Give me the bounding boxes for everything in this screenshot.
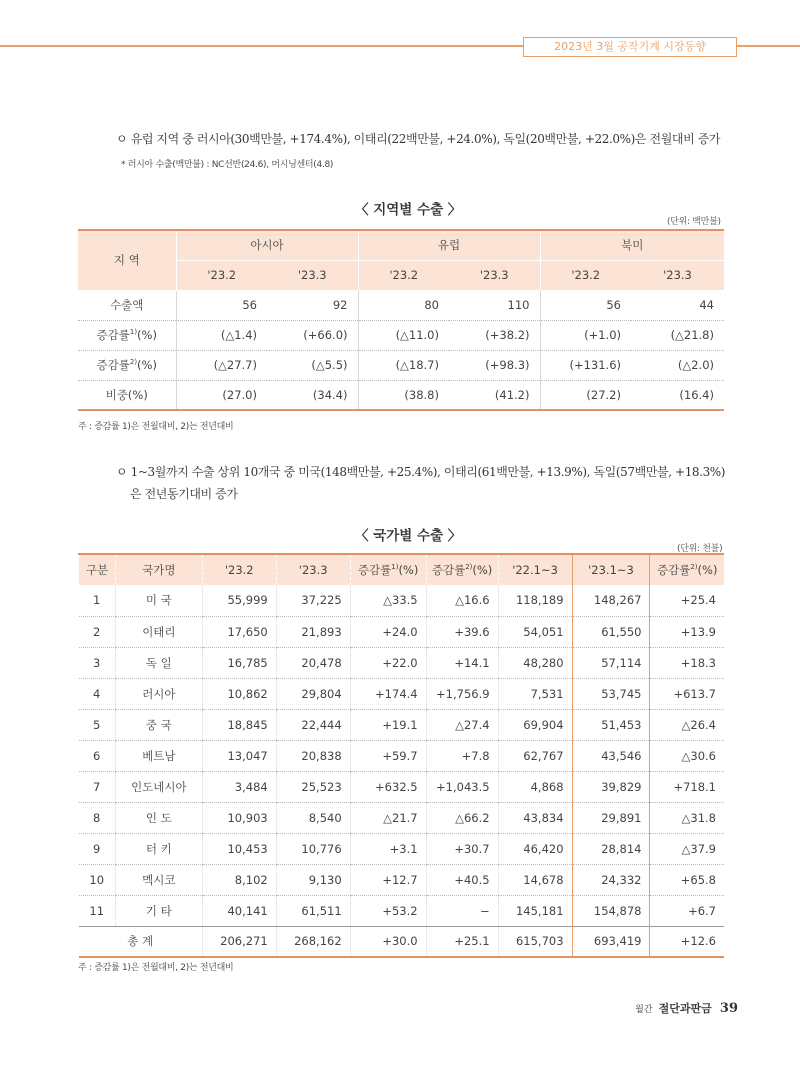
row-label: 비중(%) [105,387,148,402]
country-name: 인도네시아 [115,771,202,802]
table-row [79,833,725,864]
country-export-table [78,553,724,958]
table-cell: 80 [358,290,449,320]
column-header: 증감률$^{2)}$(%) [650,554,724,585]
regional-table-title: 〈 지역별 수출 〉 [355,202,462,218]
table-cell: 92 [267,290,358,320]
table-cell: △26.4 [650,709,724,740]
country-name: 멕시코 [115,864,202,895]
column-header: '22.1~3 [498,554,572,585]
table-cell: 17,650 [202,616,276,647]
table-cell: 24,332 [572,864,650,895]
table-cell: 110 [449,290,540,320]
table-cell: 29,891 [572,802,650,833]
period-header: '23.3 [267,260,358,290]
footer-monthly: 월간 [635,1005,653,1015]
table-cell: (41.2) [494,387,530,402]
period-header: '23.2 [540,260,631,290]
table-cell: +39.6 [426,616,498,647]
table-row [79,895,725,926]
table-cell: 48,280 [498,647,572,678]
page-number: 39 [719,1001,738,1016]
page-footer [635,1000,738,1016]
table-cell: 16,785 [202,647,276,678]
table-cell: (34.4) [312,387,348,402]
table-cell: (+131.6) [540,350,631,380]
table-cell: 154,878 [572,895,650,926]
table-cell: +12.6 [650,926,724,957]
russia-subnote: * 러시아 수출(백만불) : NC선반(24.6), 머시닝센터(4.8) [121,160,334,170]
table-cell: (+1.0) [540,320,631,350]
table-cell: +1,043.5 [426,771,498,802]
table-cell: 14,678 [498,864,572,895]
table-cell: △37.9 [650,833,724,864]
period-header: '23.2 [176,260,267,290]
table-cell: +14.1 [426,647,498,678]
row-number: 8 [79,802,116,833]
table-row [78,290,724,320]
table-cell: (+66.0) [267,320,358,350]
country-name: 베트남 [115,740,202,771]
row-number: 10 [79,864,116,895]
table-row [79,585,725,616]
regional-footnote: 주 : 증감률 1)은 전월대비, 2)는 전년대비 [78,422,234,432]
table-cell: 61,550 [572,616,650,647]
table-cell: 25,523 [276,771,350,802]
table-cell: 40,141 [202,895,276,926]
table-row [79,647,725,678]
table-cell: 37,225 [276,585,350,616]
row-number: 7 [79,771,116,802]
table-row [79,616,725,647]
table-cell: − [426,895,498,926]
table-cell: +12.7 [350,864,426,895]
row-number: 2 [79,616,116,647]
table-cell: △31.8 [650,802,724,833]
period-header: '23.3 [631,260,724,290]
table-cell: (+38.2) [449,320,540,350]
country-name: 기 타 [115,895,202,926]
table-cell: (△1.4) [176,320,267,350]
table-cell: 53,745 [572,678,650,709]
table-cell: 39,829 [572,771,650,802]
table-cell: 29,804 [276,678,350,709]
table-cell: 206,271 [202,926,276,957]
table-cell: △21.7 [350,802,426,833]
table-row [79,802,725,833]
table-row [79,678,725,709]
table-cell: +174.4 [350,678,426,709]
country-name: 중 국 [115,709,202,740]
table-cell: 268,162 [276,926,350,957]
column-header: '23.2 [202,554,276,585]
table-cell: 145,181 [498,895,572,926]
table-cell: (27.0) [176,380,267,410]
row-number: 4 [79,678,116,709]
country-unit: (단위: 천불) [677,544,723,554]
table-cell: 693,419 [572,926,650,957]
table-cell: 148,267 [572,585,650,616]
bullet-icon: ㅇ [116,465,128,479]
table-cell: +24.0 [350,616,426,647]
table-cell: +1,756.9 [426,678,498,709]
table-cell: 8,102 [202,864,276,895]
table-cell: +53.2 [350,895,426,926]
table-cell: △33.5 [350,585,426,616]
table-cell: 43,546 [572,740,650,771]
table-cell: +718.1 [650,771,724,802]
table-row [79,709,725,740]
table-cell: △30.6 [650,740,724,771]
group-europe: 유럽 [358,230,540,260]
table-cell: (38.8) [358,380,449,410]
table-cell: (△5.5) [267,350,358,380]
table-cell: +30.7 [426,833,498,864]
table-cell: 61,511 [276,895,350,926]
table-cell: (△11.0) [358,320,449,350]
country-footnote: 주 : 증감률 1)은 전월대비, 2)는 전년대비 [78,963,234,973]
total-label: 총 계 [79,926,203,957]
table-cell: 51,453 [572,709,650,740]
table-cell: 57,114 [572,647,650,678]
table-row [78,350,724,380]
table-cell: +25.4 [650,585,724,616]
paragraph-top10 [116,461,725,505]
column-header: 구분 [79,554,116,585]
table-cell: 10,453 [202,833,276,864]
regional-unit: (단위: 백만불) [667,217,721,227]
row-number: 3 [79,647,116,678]
table-cell: 20,838 [276,740,350,771]
country-table-title: 〈 국가별 수출 〉 [355,528,462,544]
regional-export-table [78,229,724,411]
country-name: 터 키 [115,833,202,864]
table-cell: (△2.0) [631,350,724,380]
paragraph-text: 유럽 지역 중 러시아(30백만불, +174.4%), 이태리(22백만불, +24.0%), 독일(20백만불, +22.0%)은 전월대비 증가 [130,132,721,146]
table-cell: +18.3 [650,647,724,678]
table-row [78,320,724,350]
row-number: 5 [79,709,116,740]
table-cell: +632.5 [350,771,426,802]
country-name: 러시아 [115,678,202,709]
table-cell: 8,540 [276,802,350,833]
column-header: '23.1~3 [572,554,650,585]
table-cell: 54,051 [498,616,572,647]
table-cell: 13,047 [202,740,276,771]
bullet-icon: ㅇ [116,132,128,146]
table-cell: (27.2) [540,380,631,410]
table-cell: (△27.7) [176,350,267,380]
country-name: 미 국 [115,585,202,616]
paragraph-europe [116,128,720,150]
column-header: 증감률$^{1)}$(%) [350,554,426,585]
table-cell: 4,868 [498,771,572,802]
running-header: 2023년 3월 공작기계 시장동향 [523,37,737,57]
row-number: 9 [79,833,116,864]
table-cell: 9,130 [276,864,350,895]
table-cell: (+98.3) [449,350,540,380]
table-cell: +59.7 [350,740,426,771]
table-cell: 56 [540,290,631,320]
table-cell: 55,999 [202,585,276,616]
table-cell: (16.4) [679,387,714,402]
row-number: 11 [79,895,116,926]
table-cell: +22.0 [350,647,426,678]
table-cell: 10,776 [276,833,350,864]
table-cell: +30.0 [350,926,426,957]
group-north-america: 북미 [540,230,724,260]
table-row [79,864,725,895]
table-cell: 43,834 [498,802,572,833]
table-cell: +7.8 [426,740,498,771]
table-cell: +25.1 [426,926,498,957]
table-cell: 46,420 [498,833,572,864]
table-cell: 615,703 [498,926,572,957]
group-asia: 아시아 [176,230,358,260]
table-cell: 18,845 [202,709,276,740]
table-cell: (△18.7) [358,350,449,380]
column-header: '23.3 [276,554,350,585]
table-cell: 3,484 [202,771,276,802]
table-cell: +613.7 [650,678,724,709]
row-label: 증감률$^{1)}$(%) [78,320,176,350]
row-number: 1 [79,585,116,616]
table-cell: 22,444 [276,709,350,740]
table-cell: +3.1 [350,833,426,864]
table-cell: 62,767 [498,740,572,771]
table-cell: △66.2 [426,802,498,833]
country-name: 인 도 [115,802,202,833]
table-cell: 44 [631,290,724,320]
table-cell: △16.6 [426,585,498,616]
country-name: 이태리 [115,616,202,647]
table-cell: (△21.8) [631,320,724,350]
table-row [78,380,724,410]
table-cell: 21,893 [276,616,350,647]
row-label: 수출액 [78,290,176,320]
row-number: 6 [79,740,116,771]
paragraph-line2: 은 전년동기대비 증가 [130,487,238,501]
column-header: 증감률$^{2)}$(%) [426,554,498,585]
table-cell: △27.4 [426,709,498,740]
table-cell: +65.8 [650,864,724,895]
table-cell: +6.7 [650,895,724,926]
table-cell: 69,904 [498,709,572,740]
table-cell: +40.5 [426,864,498,895]
period-header: '23.2 [358,260,449,290]
paragraph-line1: 1~3월까지 수출 상위 10개국 중 미국(148백만불, +25.4%), 이태리(61백만불, +13.9%), 독일(57백만불, +18.3%) [130,465,726,479]
table-cell: 20,478 [276,647,350,678]
table-row [79,771,725,802]
table-cell: 56 [176,290,267,320]
period-header: '23.3 [449,260,540,290]
region-header: 지 역 [78,230,176,290]
country-name: 독 일 [115,647,202,678]
table-cell: 7,531 [498,678,572,709]
table-cell: +19.1 [350,709,426,740]
column-header: 국가명 [115,554,202,585]
table-row [79,740,725,771]
table-cell: +13.9 [650,616,724,647]
table-cell: 118,189 [498,585,572,616]
table-cell: 10,903 [202,802,276,833]
footer-magazine: 절단과판금 [658,1002,712,1015]
total-row [79,926,725,957]
table-cell: 10,862 [202,678,276,709]
table-cell: 28,814 [572,833,650,864]
row-label: 증감률$^{2)}$(%) [78,350,176,380]
